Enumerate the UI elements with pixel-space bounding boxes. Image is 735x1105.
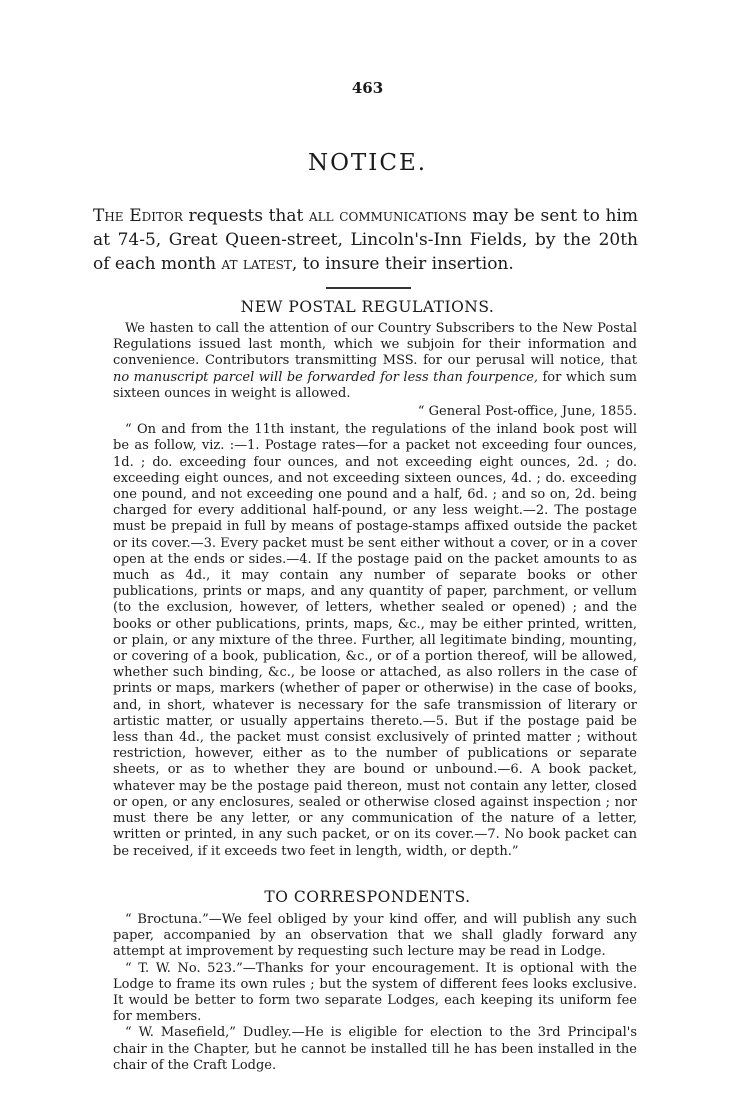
notice-text-3: , to insure their insertion. (291, 254, 514, 274)
postal-heading: NEW POSTAL REGULATIONS. (240, 298, 495, 316)
page-number: 463 (351, 79, 384, 97)
notice-text-1: requests that (182, 206, 309, 226)
notice-paragraph (93, 204, 638, 276)
postal-body: “ On and from the 11th instant, the regulations of the inland book post will be as follow, viz. :—1. Postage rates—for a packet not exceeding four ounces, 1d. ; do. exceeding four ounces, and not exceeding eight ounces, 2d. ; do. exceeding eight ounces, and not exceeding sixteen ounces, 4d. ; do. exceeding one pound, and not exceeding one pound and a half, 6d. ; and so on, 2d. being charged for every additional half-pound, or any less weight.—2. The postage must be prepaid in full by means of postage-stamps affixed outside the packet or its cover.—3. Every packet must be sent either without a cover, or in a cover open at the ends or sides.—4. If the postage paid on the packet amounts to as much as 4d., it may contain any number of separate books or other publications, prints or maps, and any quantity of paper, parchment, or vellum (to the exclusion, however, of letters, whether sealed or opened) ; and the books or other publications, prints, maps, &c., may be either printed, written, or plain, or any mixture of the three. Further, all legitimate binding, mounting, or covering of a book, publication, &c., or of a portion thereof, will be allowed, whether such binding, &c., be loose or attached, as also rollers in the case of prints or maps, markers (whether of paper or otherwise) in the case of books, and, in short, whatever is necessary for the safe transmission of literary or artistic matter, or usually appertains thereto.—5. But if the postage paid be less than 4d., the packet must consist exclusively of printed matter ; without restriction, however, either as to the number of publications or separate sheets, or as to whether they are bound or unbound.—6. A book packet, whatever may be the postage paid thereon, must not contain any letter, closed or open, or any enclosures, sealed or otherwise closed against inspection ; nor must there be any letter, or any communication of the nature of a letter, written or printed, in any such packet, or on its cover.—7. No book packet can be received, if it exceeds two feet in length, width, or depth.” (113, 422, 637, 859)
notice-title: NOTICE. (307, 150, 428, 176)
correspondents-heading: TO CORRESPONDENTS. (264, 888, 471, 906)
postal-intro-c: for which sum sixteen ounces in weight is allowed. (113, 369, 637, 401)
postal-dateline: “ General Post-office, June, 1855. (417, 404, 637, 420)
postal-section (113, 321, 637, 860)
notice-at-latest: at latest (221, 254, 292, 274)
notice-communications: all communications (309, 206, 467, 226)
notice-text-2: may be sent to him at 74-5, Great Queen-street, Lincoln's-Inn Fields, by the 20th of each month (93, 206, 638, 274)
correspondent-item: “ W. Masefield,” Dudley.—He is eligible for election to the 3rd Principal's chair in the Chapter, but he cannot be installed till he has been installed in the chair of the Craft Lodge. (113, 1025, 637, 1073)
postal-intro-emphasis: no manuscript parcel will be forwarded for less than fourpence, (113, 369, 539, 385)
correspondent-item: “ T. W. No. 523.”—Thanks for your encouragement. It is optional with the Lodge to frame its own rules ; but the system of different fees looks exclusive. It would be better to form two separate Lodges, each keeping its uniform fee for members. (113, 960, 637, 1025)
divider-rule (326, 287, 411, 289)
correspondent-item: “ Broctuna.”—We feel obliged by your kind offer, and will publish any such paper, accompanied by an observation that we shall gladly forward any attempt at improvement by requesting such lecture may be read in Lodge. (113, 912, 637, 960)
postal-intro (113, 321, 637, 402)
postal-intro-a: We hasten to call the attention of our Country Subscribers to the New Postal Regulations issued last month, which we subjoin for their information and convenience. Contributors transmitting MSS. for our perusal will notice, that (113, 321, 637, 369)
correspondents-section (113, 912, 637, 1074)
notice-editor: The Editor (93, 206, 183, 226)
